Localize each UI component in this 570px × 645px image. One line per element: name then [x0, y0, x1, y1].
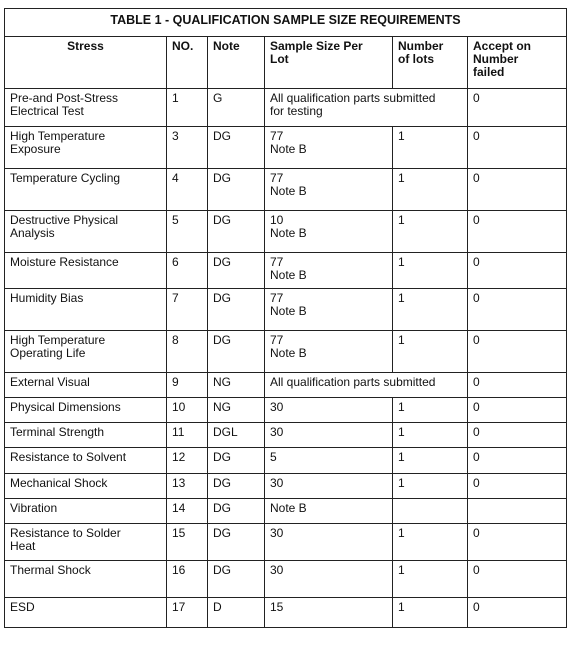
cell-note: DG [208, 253, 265, 289]
cell-accept: 0 [468, 127, 567, 169]
table-row [5, 524, 567, 561]
cell-accept: 0 [468, 89, 567, 127]
table-row [5, 89, 567, 127]
table-row [5, 169, 567, 211]
cell-note: NG [208, 373, 265, 398]
cell-no: 1 [167, 89, 208, 127]
cell-no: 8 [167, 331, 208, 373]
cell-stress: Terminal Strength [5, 423, 167, 448]
table-row [5, 448, 567, 474]
cell-note: G [208, 89, 265, 127]
cell-no: 11 [167, 423, 208, 448]
header-note: Note [208, 37, 265, 89]
cell-note: DG [208, 561, 265, 598]
header-accept-on-failed: Accept on Number failed [468, 37, 567, 89]
cell-note: DG [208, 499, 265, 524]
cell-stress: Mechanical Shock [5, 474, 167, 499]
cell-number-of-lots: 1 [393, 423, 468, 448]
cell-sample-size: 5 [265, 448, 393, 474]
cell-stress: Resistance to Solder Heat [5, 524, 167, 561]
cell-no: 14 [167, 499, 208, 524]
cell-no: 10 [167, 398, 208, 423]
cell-number-of-lots: 1 [393, 211, 468, 253]
cell-accept: 0 [468, 448, 567, 474]
table-row [5, 561, 567, 598]
cell-sample-size: 77 Note B [265, 289, 393, 331]
cell-accept: 0 [468, 524, 567, 561]
cell-number-of-lots: 1 [393, 169, 468, 211]
cell-note: DGL [208, 423, 265, 448]
qualification-table [4, 8, 567, 628]
cell-note: DG [208, 211, 265, 253]
cell-sample-size: Note B [265, 499, 393, 524]
cell-stress: Moisture Resistance [5, 253, 167, 289]
cell-sample-size: 30 [265, 423, 393, 448]
cell-note: DG [208, 331, 265, 373]
header-number-of-lots: Number of lots [393, 37, 468, 89]
cell-number-of-lots: 1 [393, 127, 468, 169]
cell-number-of-lots: 1 [393, 598, 468, 628]
cell-note: NG [208, 398, 265, 423]
cell-accept: 0 [468, 373, 567, 398]
cell-sample-size: All qualification parts submitted [265, 373, 468, 398]
table-row [5, 289, 567, 331]
cell-number-of-lots: 1 [393, 398, 468, 423]
header-row [5, 37, 567, 89]
cell-sample-size: 30 [265, 398, 393, 423]
cell-accept: 0 [468, 253, 567, 289]
qualification-table-container [4, 8, 567, 628]
table-row [5, 211, 567, 253]
cell-stress: Destructive Physical Analysis [5, 211, 167, 253]
cell-accept: 0 [468, 561, 567, 598]
cell-sample-size: 77 Note B [265, 331, 393, 373]
cell-sample-size: 30 [265, 524, 393, 561]
cell-accept: 0 [468, 211, 567, 253]
cell-sample-size: 15 [265, 598, 393, 628]
cell-no: 7 [167, 289, 208, 331]
table-row [5, 331, 567, 373]
table-row [5, 127, 567, 169]
cell-number-of-lots: 1 [393, 289, 468, 331]
cell-note: DG [208, 448, 265, 474]
cell-stress: Vibration [5, 499, 167, 524]
cell-no: 15 [167, 524, 208, 561]
cell-stress: Humidity Bias [5, 289, 167, 331]
cell-accept: 0 [468, 289, 567, 331]
cell-number-of-lots: 1 [393, 253, 468, 289]
cell-note: DG [208, 127, 265, 169]
table-row [5, 398, 567, 423]
cell-sample-size: 10 Note B [265, 211, 393, 253]
cell-accept: 0 [468, 169, 567, 211]
table-row [5, 499, 567, 524]
cell-no: 3 [167, 127, 208, 169]
table-row [5, 373, 567, 398]
cell-note: DG [208, 289, 265, 331]
header-stress: Stress [5, 37, 167, 89]
cell-no: 4 [167, 169, 208, 211]
table-row [5, 423, 567, 448]
cell-stress: Pre-and Post-Stress Electrical Test [5, 89, 167, 127]
cell-no: 16 [167, 561, 208, 598]
cell-stress: Physical Dimensions [5, 398, 167, 423]
cell-stress: High Temperature Exposure [5, 127, 167, 169]
cell-number-of-lots: 1 [393, 524, 468, 561]
cell-sample-size: 77 Note B [265, 169, 393, 211]
cell-note: DG [208, 169, 265, 211]
cell-no: 5 [167, 211, 208, 253]
cell-stress: Thermal Shock [5, 561, 167, 598]
table-title: TABLE 1 - QUALIFICATION SAMPLE SIZE REQUIREMENTS [5, 9, 567, 37]
cell-no: 9 [167, 373, 208, 398]
cell-no: 17 [167, 598, 208, 628]
table-row [5, 474, 567, 499]
cell-stress: Resistance to Solvent [5, 448, 167, 474]
cell-sample-size: 77 Note B [265, 253, 393, 289]
cell-sample-size: 30 [265, 561, 393, 598]
cell-accept: 0 [468, 423, 567, 448]
cell-sample-size: 30 [265, 474, 393, 499]
cell-number-of-lots: 1 [393, 561, 468, 598]
cell-accept [468, 499, 567, 524]
cell-stress: External Visual [5, 373, 167, 398]
cell-note: D [208, 598, 265, 628]
table-row [5, 253, 567, 289]
cell-sample-size: 77 Note B [265, 127, 393, 169]
cell-number-of-lots: 1 [393, 331, 468, 373]
cell-stress: ESD [5, 598, 167, 628]
cell-no: 13 [167, 474, 208, 499]
cell-accept: 0 [468, 398, 567, 423]
cell-number-of-lots [393, 499, 468, 524]
header-sample-size: Sample Size Per Lot [265, 37, 393, 89]
cell-accept: 0 [468, 598, 567, 628]
header-no: NO. [167, 37, 208, 89]
cell-stress: High Temperature Operating Life [5, 331, 167, 373]
cell-sample-size: All qualification parts submitted for testing [265, 89, 468, 127]
cell-accept: 0 [468, 474, 567, 499]
title-row [5, 9, 567, 37]
cell-note: DG [208, 474, 265, 499]
cell-note: DG [208, 524, 265, 561]
cell-number-of-lots: 1 [393, 448, 468, 474]
cell-no: 6 [167, 253, 208, 289]
cell-accept: 0 [468, 331, 567, 373]
cell-no: 12 [167, 448, 208, 474]
table-row [5, 598, 567, 628]
cell-number-of-lots: 1 [393, 474, 468, 499]
cell-stress: Temperature Cycling [5, 169, 167, 211]
